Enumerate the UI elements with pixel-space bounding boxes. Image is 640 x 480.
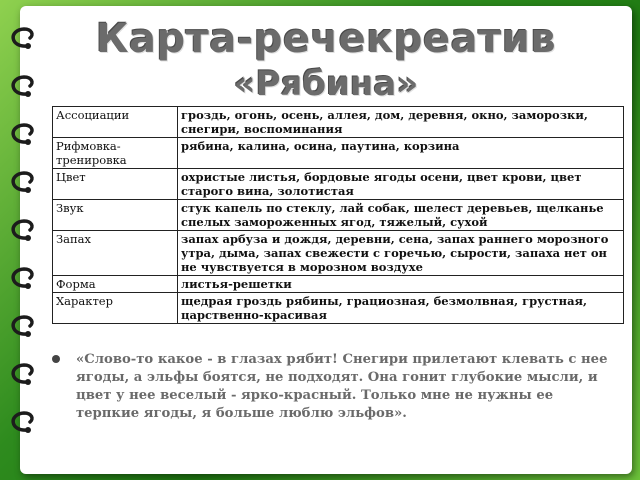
binding-ring-icon — [6, 122, 36, 148]
binding-ring-icon — [6, 266, 36, 292]
binding-ring-icon — [6, 410, 36, 436]
row-value: запах арбуза и дождя, деревни, сена, запах раннего морозного утра, дыма, запах свежести с горечью, сырости, запаха нет он не чувствуется в морозном воздухе — [178, 231, 624, 276]
table-row — [53, 138, 624, 169]
row-key: Рифмовка-тренировка — [53, 138, 178, 169]
table-row — [53, 169, 624, 200]
row-value: щедрая гроздь рябины, грациозная, безмолвная, грустная, царственно-красивая — [178, 293, 624, 324]
row-value: стук капель по стеклу, лай собак, шелест деревьев, щелканье спелых замороженных ягод, тяжелый, сухой — [178, 200, 624, 231]
row-value: листья-решетки — [178, 276, 624, 293]
row-key: Характер — [53, 293, 178, 324]
row-key: Форма — [53, 276, 178, 293]
table-row — [53, 293, 624, 324]
row-key: Ассоциации — [53, 107, 178, 138]
table-row — [53, 231, 624, 276]
quote-block — [52, 351, 620, 423]
word-map-table — [52, 106, 624, 324]
page-subtitle: «Рябина» — [233, 64, 419, 104]
row-value: гроздь, огонь, осень, аллея, дом, деревня, окно, заморозки, снегири, воспоминания — [178, 107, 624, 138]
binding-ring-icon — [6, 314, 36, 340]
table-row — [53, 200, 624, 231]
row-value: охристые листья, бордовые ягоды осени, цвет крови, цвет старого вина, золотистая — [178, 169, 624, 200]
table-row — [53, 276, 624, 293]
quote-text: «Слово-то какое - в глазах рябит! Снегири прилетают клевать с нее ягоды, а эльфы боятся, не подходят. Она гонит глубокие мысли, и цвет у нее веселый - ярко-красный. Только мне не нужны ее терпкие ягоды, я больше люблю эльфов». — [76, 352, 608, 421]
row-key: Звук — [53, 200, 178, 231]
row-key: Запах — [53, 231, 178, 276]
table-row — [53, 107, 624, 138]
binding-ring-icon — [6, 170, 36, 196]
binding-ring-icon — [6, 362, 36, 388]
binding-ring-icon — [6, 218, 36, 244]
row-value: рябина, калина, осина, паутина, корзина — [178, 138, 624, 169]
binding-ring-icon — [6, 26, 36, 52]
page-title: Карта-речекреатив — [95, 16, 557, 62]
binding-ring-icon — [6, 74, 36, 100]
notebook-card — [20, 6, 632, 474]
row-key: Цвет — [53, 169, 178, 200]
bullet-icon — [52, 355, 60, 363]
